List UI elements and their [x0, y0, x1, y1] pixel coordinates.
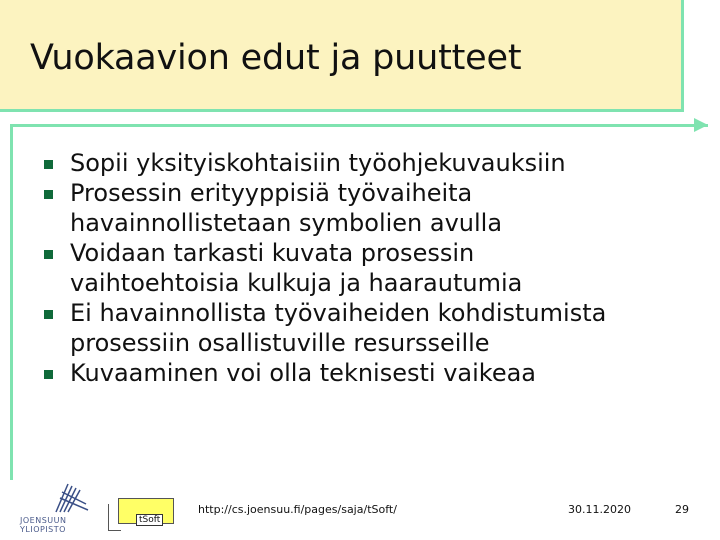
- footer-url: http://cs.joensuu.fi/pages/saja/tSoft/: [198, 503, 397, 516]
- university-logo: [16, 482, 96, 516]
- bullet-text: Ei havainnollista työvaiheiden kohdistumista: [70, 299, 607, 327]
- bullet-text: vaihtoehtoisia kulkuja ja haarautumia: [70, 269, 523, 297]
- bullet-text: Prosessin erityyppisiä työvaiheita: [70, 179, 473, 207]
- page-number: 29: [675, 503, 689, 516]
- bullet-text: havainnollistetaan symbolien avulla: [70, 209, 503, 237]
- logo-caption: JOENSUUN YLIOPISTO: [20, 516, 67, 534]
- bullet-item: [44, 238, 704, 298]
- tsoft-logo-label: tSoft: [136, 514, 163, 526]
- square-bullet-icon: [44, 190, 53, 199]
- bullet-item: [44, 358, 704, 388]
- slide-title: Vuokaavion edut ja puutteet: [30, 38, 522, 78]
- bullet-item: [44, 298, 704, 358]
- footer-date: 30.11.2020: [568, 503, 631, 516]
- bullet-item: [44, 148, 704, 178]
- square-bullet-icon: [44, 310, 53, 319]
- bullet-text: Sopii yksityiskohtaisiin työohjekuvauksiin: [70, 149, 566, 177]
- square-bullet-icon: [44, 160, 53, 169]
- square-bullet-icon: [44, 250, 53, 259]
- bullet-text: Voidaan tarkasti kuvata prosessin: [70, 239, 475, 267]
- bullet-list: [44, 148, 704, 388]
- bullet-item: [44, 178, 704, 238]
- bullet-text: prosessiin osallistuville resursseille: [70, 329, 490, 357]
- divider-arrow-icon: [694, 118, 708, 132]
- square-bullet-icon: [44, 370, 53, 379]
- vertical-divider-line: [10, 124, 13, 480]
- divider-line: [12, 124, 708, 127]
- bullet-text: Kuvaaminen voi olla teknisesti vaikeaa: [70, 359, 537, 387]
